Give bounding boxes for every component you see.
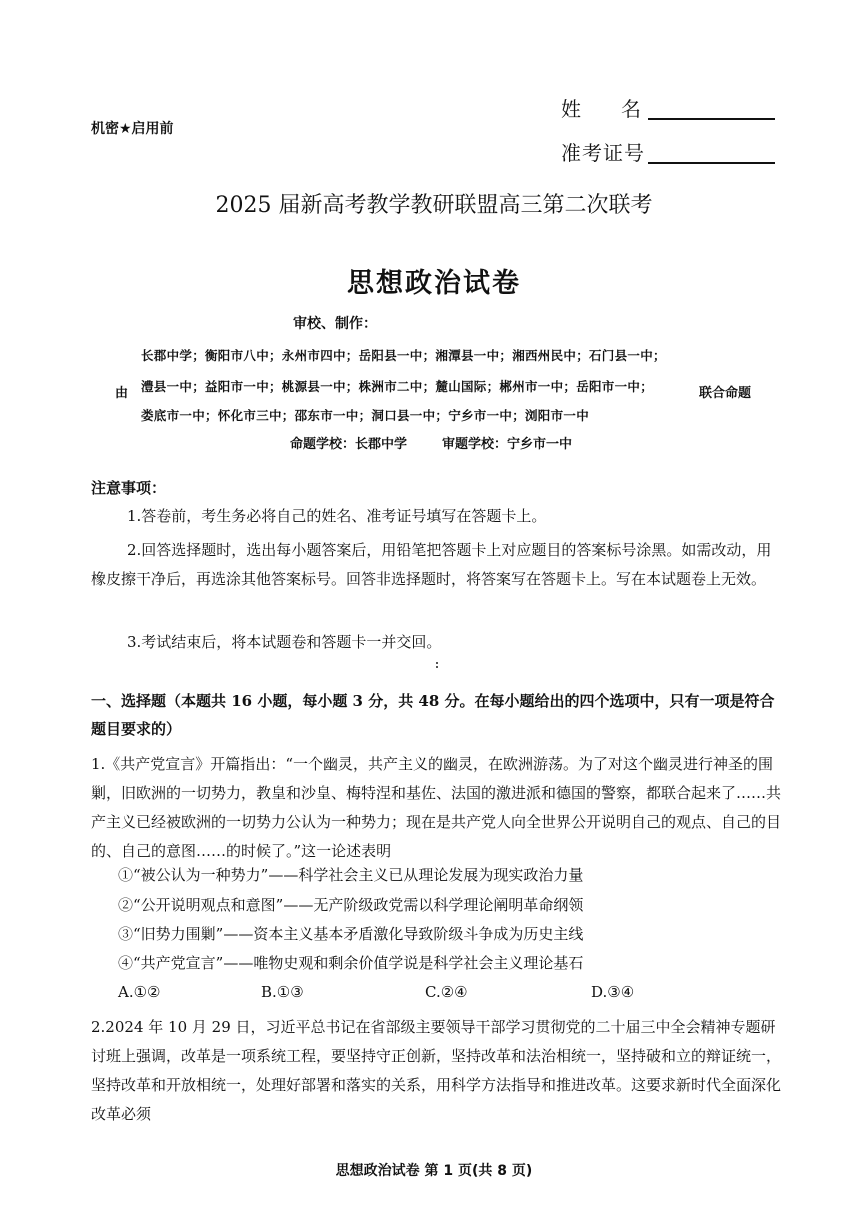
notice-item: 2.回答选择题时，选出每小题答案后，用铅笔把答题卡上对应题目的答案标号涂黑。如需改动，用橡皮擦干净后，再选涂其他答案标号。回答非选择题时，将答案写在答题卡上。写在本试题卷上无效。	[91, 541, 772, 588]
name-label: 姓 名	[561, 97, 641, 121]
subject-title: 思想政治试卷	[347, 268, 521, 299]
school-list-line: 娄底市一中；怀化市三中；邵东市一中；洞口县一中；宁乡市一中；浏阳市一中	[141, 408, 590, 423]
page-footer: 思想政治试卷 第 1 页(共 8 页)	[335, 1163, 533, 1179]
scan-speck	[436, 662, 439, 670]
reviewed-label: 审校、制作：	[293, 316, 377, 332]
name-blank-line	[648, 118, 775, 120]
answer-choice: C.②④	[425, 983, 468, 1001]
section-heading: 一、选择题（本题共 16 小题，每小题 3 分，共 48 分。在每小题给出的四个选项中，只有一项是符合题目要求的）	[91, 692, 775, 738]
question-statement: ③“旧势力围剿”——资本主义基本矛盾激化导致阶级斗争成为历史主线	[118, 925, 584, 943]
question-stem: 2.2024 年 10 月 29 日，习近平总书记在省部级主要领导干部学习贯彻党的二十届三中全会精神专题研讨班上强调，改革是一项系统工程，要坚持守正创新，坚持改革和法治相统一，坚持破和立的辩证统一，坚持改革和开放相统一，处理好部署和落实的关系，用科学方法指导和推进改革。这要求新时代全面深化改革必须	[91, 1018, 782, 1123]
answer-choice: D.③④	[591, 983, 635, 1001]
confidential-mark: 机密★启用前	[91, 121, 174, 137]
answer-choice: B.①③	[261, 983, 304, 1001]
question-statement: ④“共产党宣言”——唯物史观和剩余价值学说是科学社会主义理论基石	[118, 954, 584, 972]
question-statement: ①“被公认为一种势力”——科学社会主义已从理论发展为现实政治力量	[118, 866, 584, 884]
joint-proposition-label: 联合命题	[699, 386, 752, 401]
answer-choice: A.①②	[118, 983, 161, 1001]
question-statement: ②“公开说明观点和意图”——无产阶级政党需以科学理论阐明革命纲领	[118, 896, 584, 914]
notice-item: 1.答卷前，考生务必将自己的姓名、准考证号填写在答题卡上。	[127, 507, 547, 525]
by-label: 由	[115, 386, 129, 401]
proposing-school: 命题学校：长郡中学	[290, 437, 408, 452]
school-list-line: 澧县一中；益阳市一中；桃源县一中；株洲市二中；麓山国际；郴州市一中；岳阳市一中；	[141, 379, 654, 394]
question-stem: 1.《共产党宣言》开篇指出：“一个幽灵，共产主义的幽灵，在欧洲游荡。为了对这个幽灵进行神圣的围剿，旧欧洲的一切势力，教皇和沙皇、梅特涅和基佐、法国的激进派和德国的警察，都联合起来了……共产主义已经被欧洲的一切势力公认为一种势力；现在是共产党人向全世界公开说明自己的观点、自己的目的、自己的意图……的时候了。”这一论述表明	[91, 755, 782, 860]
ticket-number-label: 准考证号	[561, 141, 645, 165]
ticket-number-blank-line	[648, 162, 775, 164]
reviewing-school: 审题学校：宁乡市一中	[442, 437, 573, 452]
notice-item: 3.考试结束后，将本试题卷和答题卡一并交回。	[127, 633, 442, 651]
exam-title: 2025 届新高考教学教研联盟高三第二次联考	[215, 193, 653, 218]
notice-title: 注意事项：	[91, 479, 167, 497]
school-list-line: 长郡中学；衡阳市八中；永州市四中；岳阳县一中；湘潭县一中；湘西州民中；石门县一中；	[141, 348, 666, 363]
